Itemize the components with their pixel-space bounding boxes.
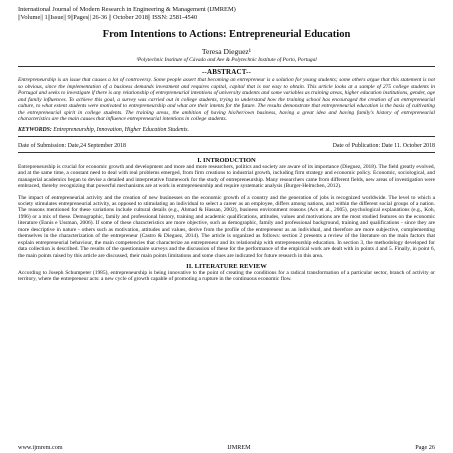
footer-journal: IJMREM — [227, 444, 251, 451]
keywords-line — [18, 127, 435, 133]
author-name: Teresa Dieguez¹ — [201, 47, 252, 57]
journal-header-line1: International Journal of Modern Research in Engineering & Management (IJMREM) — [18, 6, 236, 13]
journal-header-line2: ||Volume|| 1||Issue|| 9||Pages|| 26-36 || October 2018|| ISSN: 2581-4540 — [18, 13, 198, 21]
page-footer — [18, 444, 435, 451]
introduction-paragraph-2: The impact of entrepreneurial activity and the creation of new businesses on the economic growth of a country and the generation of jobs is recognized worldwide. The level to which a society stimulates entrepreneurial activity, as opposed to stimulating an individual to select a career as an employee, differs among nations, and within the different social groups of a nation. The reasons mentioned for these variations include cultural details (e.g., Ahmad & Hassan, 2002), business environment reasons (Acs et al., 2005), psychological explanations (e.g., Koh, 1996) or a mix of these. Demographic, family and professional history, training and academic qualifications, attitudes, values and motivations are the most studied features on the economic literature (Ennis e Ussman, 2006). If some of these characteristics are more objective, such as demographic, family and professional background, training and qualifications - since they are more descriptive in nature - others such as motivation, attitudes and values, derive from the profile of the entrepreneur as an individual, and therefore are more subjective, complementing themselves in the characterization of the entrepreneur (Castro & Dieguez, 2014). The article is organized as follows: section 2 presents a review of the literature on the main factors that explain entrepreneurial behaviour, the main competencies that characterize an entrepreneur and its relationship with entrepreneurship education. In section 3, the methodology developed for data collection is described. The results of the questionnaire surveys and the discussion of these for the performance of the empirical work are dealt with in points 4 and 5. Finally, in point 6, the main points raised by this article are discussed, their main points limitations and some clues are indicated for future research in this area. — [18, 194, 435, 259]
submission-date: Date of Submission: Date,24 September 2018 — [18, 142, 126, 149]
divider — [18, 136, 435, 137]
abstract-text: Entrepreneurship is an issue that causes a lot of controversy. Some people assert that becoming an entrepreneur is a solution for young students; some others argue that this statement is not so obvious, since the implementation of a business demands investment and requires capital, capital that is not easy to obtain. This article looks at a sample of 275 college students in Portugal and seeks to investigate if there is any relationship of entrepreneurial intentions of university students and some variables as training areas, higher education institutions, gender, age and family influences. To achieve this goal, a survey was carried out in college students, trying to understand how the training school has encouraged the creation of an entrepreneurial culture, to what extent students were motivated to entrepreneurship and what are their intents for the future. The results demonstrate that entrepreneurial education is the basis of cultivating the entrepreneurial spirit in college students. The training areas, the ambition of having his/her/own business, having a great idea and having family's history of entrepreneurial characteristics are the main causes that influence entrepreneurial intentions in college students. — [18, 77, 435, 123]
author-affiliation: ¹Polytechnic Institute of Cávado and Ave & Polytechnic Institute of Porto, Portugal — [136, 57, 317, 64]
paper-page — [18, 6, 435, 283]
introduction-paragraph-1: Entrepreneurship is crucial for economic growth and development and more and more researchers, politics and society are aware of its importance (Dieguez, 2018). The field greatly evolved, and at the same time, a constant need to deal with real problems emerged, from firm creations to industrial growth, including firm strategy and economic policy. Economic, sociological, and managerial academics began to devise a detailed and interpretative framework for the study of entrepreneurship. Many researchers came from different fields, new areas of investigation were embraced, thereby recognizing that powerful mechanisms are at work in entrepreneurship and require systematic analysis (Burger-Helmchen, 2012). — [18, 163, 435, 190]
footer-website: www.ijmrem.com — [18, 444, 63, 451]
footer-page-number: Page 26 — [415, 444, 435, 451]
keywords-list: Entrepreneurship, Innovation, Higher Education Students. — [51, 126, 189, 133]
publication-date: Date of Publication: Date 11. October 2018 — [332, 142, 435, 149]
literature-review-paragraph-1: According to Joseph Schumpeter (1985), entrepreneurship is being innovative to the point of creating the conditions for a radical transformation of a particular sector, branch of activity or territory, where the entrepreneur acts: a new cycle of growth capable of promoting a rupture in the continuous economic flow. — [18, 270, 435, 283]
paper-title: From Intentions to Actions: Entrepreneurial Education — [102, 29, 351, 41]
divider — [18, 66, 435, 67]
dates-row — [18, 143, 435, 149]
abstract-heading: --ABSTRACT-- — [201, 68, 252, 77]
section-heading-literature-review: II. LITERATURE REVIEW — [186, 263, 267, 271]
section-heading-introduction: I. INTRODUCTION — [197, 156, 256, 164]
divider — [18, 152, 435, 153]
keywords-label: KEYWORDS: — [18, 126, 52, 133]
